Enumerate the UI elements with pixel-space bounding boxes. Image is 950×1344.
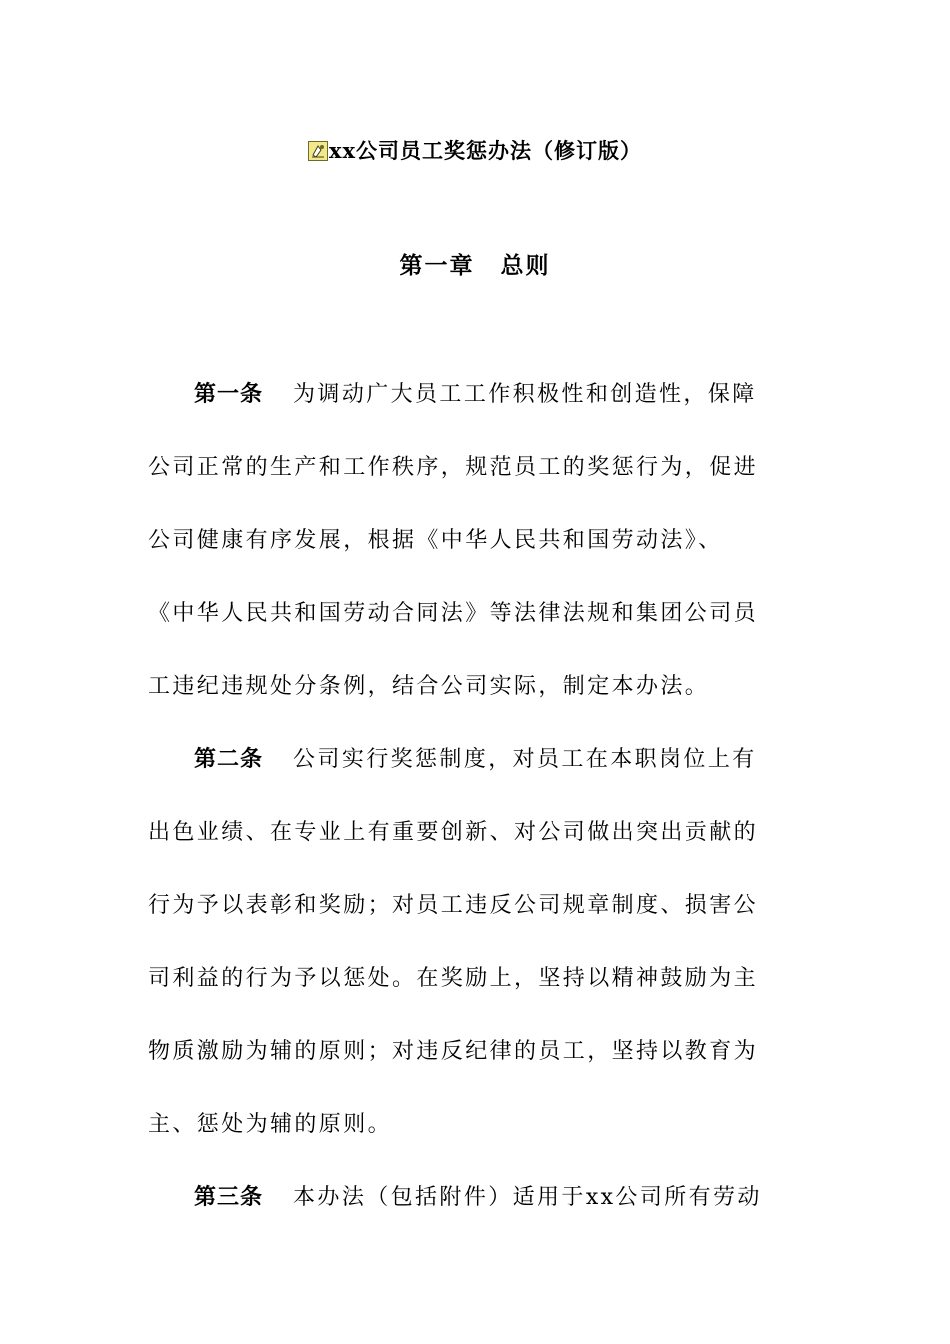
article-2-line-2: 出色业绩、在专业上有重要创新、对公司做出突出贡献的 xyxy=(148,820,759,845)
document-title-row xyxy=(0,136,950,166)
article-1-line-5: 工违纪违规处分条例，结合公司实际，制定本办法。 xyxy=(148,674,710,699)
article-1-line-4: 《中华人民共和国劳动合同法》等法律法规和集团公司员 xyxy=(148,601,759,626)
article-1-label: 第一条 xyxy=(194,381,264,407)
document-title: xx公司员工奖惩办法（修订版） xyxy=(328,138,643,163)
article-1-line-1: 第一条 为调动广大员工工作积极性和创造性，保障 xyxy=(194,381,757,407)
document-object-icon xyxy=(308,141,328,161)
article-1-line-2: 公司正常的生产和工作秩序，规范员工的奖惩行为，促进 xyxy=(148,455,759,480)
chapter-number: 第一章 xyxy=(399,252,475,279)
article-2-line-6: 主、惩处为辅的原则。 xyxy=(148,1112,393,1137)
chapter-heading xyxy=(0,250,950,282)
article-2-label: 第二条 xyxy=(194,746,264,772)
chapter-name: 总则 xyxy=(500,252,551,279)
article-2-line-4: 司利益的行为予以惩处。在奖励上，坚持以精神鼓励为主 xyxy=(148,966,759,991)
article-2-line-3: 行为予以表彰和奖励；对员工违反公司规章制度、损害公 xyxy=(148,893,759,918)
article-1-line-3: 公司健康有序发展，根据《中华人民共和国劳动法》、 xyxy=(148,528,723,553)
document-body xyxy=(148,358,806,1234)
article-3-line-1: 第三条 本办法（包括附件）适用于xx公司所有劳动 xyxy=(194,1184,762,1210)
article-2-line-1: 第二条 公司实行奖惩制度，对员工在本职岗位上有 xyxy=(194,746,757,772)
article-2-line-5: 物质激励为辅的原则；对违反纪律的员工，坚持以教育为 xyxy=(148,1039,759,1064)
article-3-label: 第三条 xyxy=(194,1184,264,1210)
